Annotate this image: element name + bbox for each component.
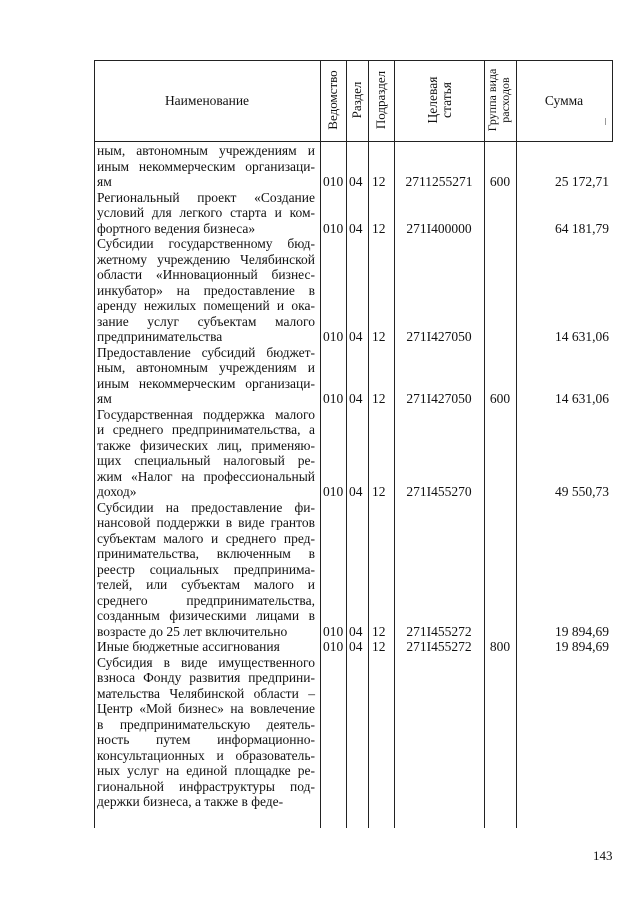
grid-line (320, 60, 321, 828)
row-dept: 010 (323, 220, 344, 236)
row-section: 04 (349, 391, 363, 406)
row-name-line: Региональный проект «Создание (97, 189, 315, 205)
row-name-line: Центр «Мой бизнес» на вовлечение (97, 701, 315, 716)
page-number: 143 (593, 848, 613, 863)
row-article: 271I427050 (406, 329, 472, 344)
row-name-line: Субсидии государственному бюд- (97, 236, 315, 251)
row-subsection: 12 (372, 391, 386, 406)
row-name-line: щих специальный налоговый ре- (97, 453, 315, 468)
header-dept: Ведомство (325, 70, 340, 130)
row-article: 2711255271 (405, 174, 473, 189)
header-name: Наименование (164, 93, 250, 108)
row-sum: 19 894,69 (555, 623, 609, 639)
row-name-line: гиональной инфраструктуры под- (97, 778, 315, 794)
row-name-line: ям (97, 391, 112, 406)
row-name-line: ям (97, 174, 112, 189)
row-sum: 14 631,06 (555, 391, 609, 406)
row-name-line: доход» (97, 484, 137, 499)
row-section: 04 (349, 639, 363, 654)
row-name-line: условий для легкого старта и ком- (97, 205, 315, 220)
row-name-line: субъектам малого и среднего пред- (97, 530, 315, 546)
row-section: 04 (349, 329, 363, 344)
row-name-line: возрасте до 25 лет включительно (97, 623, 288, 639)
row-subsection: 12 (372, 174, 386, 189)
row-name-line: мательства Челябинской области – (97, 685, 315, 701)
row-sum: 25 172,71 (555, 174, 609, 189)
row-name-line: Государственная поддержка малого (97, 406, 315, 422)
row-name-line: аренду нежилых помещений и ока- (97, 298, 315, 313)
row-section: 04 (349, 174, 363, 189)
row-name-line: также физических лиц, применяю- (97, 437, 315, 453)
row-name-line: области «Инновационный бизнес- (97, 267, 315, 282)
row-name-line: Предоставление субсидий бюджет- (97, 344, 315, 360)
row-name-line: ных услуг на единой площадке ре- (97, 763, 315, 778)
row-group: 800 (489, 639, 511, 654)
row-name-line: принимательства, включенным в (97, 546, 315, 561)
grid-line (368, 60, 369, 828)
header-section: Раздел (349, 81, 364, 119)
grid-line (94, 60, 95, 828)
row-name-line: и среднего предпринимательства, а (97, 422, 315, 437)
row-name-line: ность путем информационно- (97, 732, 315, 747)
row-subsection: 12 (372, 623, 386, 639)
row-dept: 010 (323, 639, 344, 654)
row-name-line: Иные бюджетные ассигнования (97, 639, 280, 654)
row-group: 600 (489, 391, 511, 406)
row-name-line: держки бизнеса, а также в феде- (97, 794, 284, 809)
row-name-line: ным, автономным учреждениям и (97, 143, 315, 158)
row-name-line: консультационных и образователь- (97, 747, 315, 763)
row-subsection: 12 (372, 484, 386, 499)
row-name-line: в предпринимательскую деятель- (97, 716, 315, 732)
row-name-line: Субсидии на предоставление фи- (97, 499, 315, 515)
header-sum: Сумма (544, 93, 584, 108)
header-expense-group: Группа вида расходов (485, 68, 512, 132)
grid-line (346, 60, 347, 828)
row-name-line: иным некоммерческим организаци- (97, 375, 315, 391)
row-name-line: фортного ведения бизнеса» (97, 220, 256, 236)
row-subsection: 12 (372, 639, 386, 654)
row-article: 271I400000 (406, 220, 472, 236)
row-sum: 64 181,79 (555, 220, 609, 236)
row-sum: 19 894,69 (555, 639, 609, 654)
row-name-line: взноса Фонду развития предприни- (97, 670, 315, 685)
row-name-line: созданным физическими лицами в (97, 608, 315, 623)
row-sum: 14 631,06 (555, 329, 609, 344)
row-dept: 010 (323, 174, 344, 189)
header-subsection: Подраздел (373, 70, 388, 130)
row-sum: 49 550,73 (555, 484, 609, 499)
row-name-line: среднего предпринимательства, (97, 592, 315, 608)
row-name-line: предпринимательства (97, 329, 223, 344)
row-name-line: жим «Налог на профессиональный (97, 468, 315, 484)
row-section: 04 (349, 220, 363, 236)
grid-line (612, 60, 613, 142)
row-article: 271I455272 (406, 639, 472, 654)
row-article: 271I455272 (406, 623, 472, 639)
row-name-line: Субсидия в виде имущественного (97, 654, 315, 670)
row-section: 04 (349, 484, 363, 499)
row-article: 271I455270 (406, 484, 472, 499)
row-name-line: ным, автономным учреждениям и (97, 360, 315, 375)
budget-table (94, 60, 613, 828)
header-target-article: Целевая статья (425, 76, 454, 124)
row-dept: 010 (323, 484, 344, 499)
row-name-line: реестр социальных предпринима- (97, 561, 315, 577)
row-article: 271I427050 (406, 391, 472, 406)
row-dept: 010 (323, 391, 344, 406)
row-section: 04 (349, 623, 363, 639)
row-name-line: инкубатор» на предоставление в (97, 282, 315, 298)
row-name-line: иным некоммерческим организаци- (97, 158, 315, 174)
row-name-line: телей, или субъектам малого и (97, 577, 315, 592)
row-dept: 010 (323, 329, 344, 344)
row-name-line: жетному учреждению Челябинской (97, 251, 315, 267)
row-dept: 010 (323, 623, 344, 639)
row-name-line: нансовой поддержки в виде грантов (97, 515, 315, 530)
row-subsection: 12 (372, 329, 386, 344)
scan-mark (605, 118, 606, 125)
row-subsection: 12 (372, 220, 386, 236)
row-name-line: зание услуг субъектам малого (97, 313, 315, 329)
row-group: 600 (489, 174, 511, 189)
